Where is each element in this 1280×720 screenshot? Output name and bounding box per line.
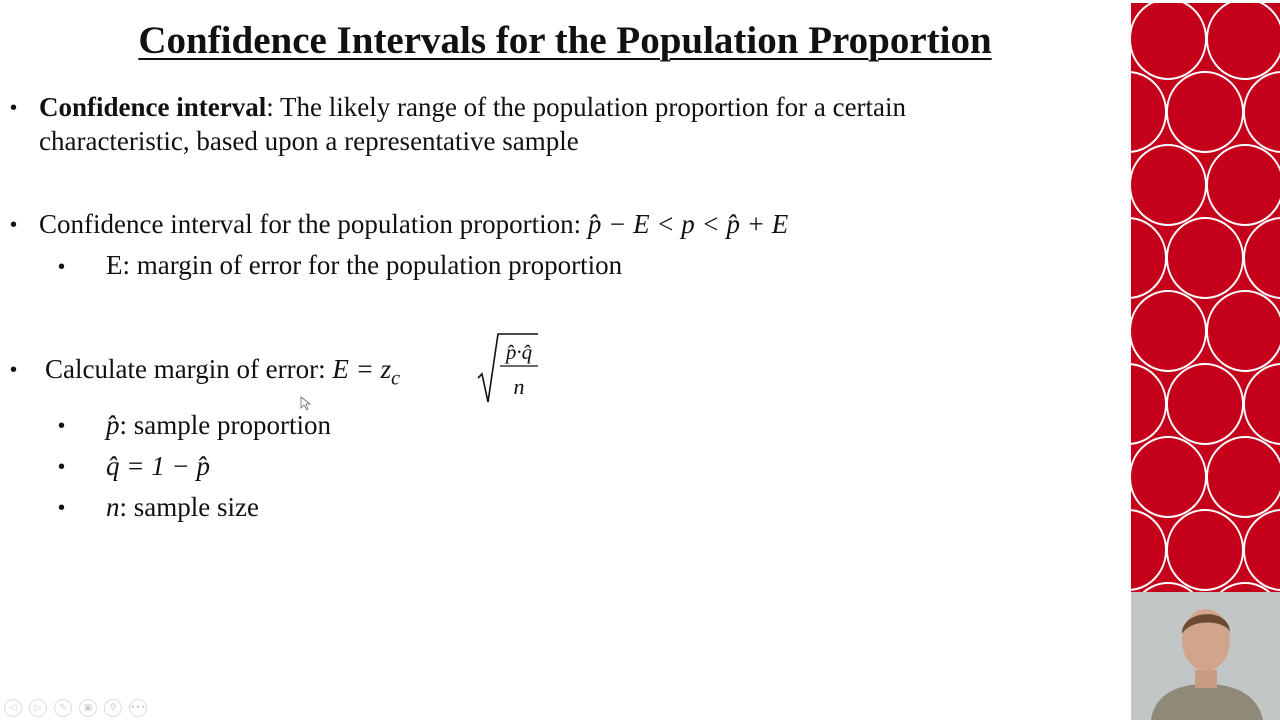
sub-bullet: • <box>58 415 66 437</box>
bullet-text <box>39 90 906 124</box>
next-icon[interactable]: ▷ <box>29 699 47 717</box>
sub-bullet: • <box>58 456 66 478</box>
label: Calculate margin of error: <box>45 354 333 384</box>
decorative-circle <box>1131 72 1166 152</box>
decorative-circle <box>1131 510 1166 590</box>
decorative-circle <box>1131 364 1166 444</box>
previous-icon[interactable]: ◁ <box>4 699 22 717</box>
bullet: • <box>10 359 18 381</box>
more-icon[interactable]: ••• <box>129 699 147 717</box>
decorative-circle <box>1131 3 1206 79</box>
description: : sample proportion <box>119 410 331 440</box>
pen-icon[interactable]: ✎ <box>54 699 72 717</box>
decorative-circle <box>1207 3 1280 79</box>
circle-pattern <box>1131 3 1280 592</box>
sub-bullet-text <box>106 449 210 483</box>
slide-title: Confidence Intervals for the Population Proportion <box>138 19 992 62</box>
formula-subscript: c <box>391 367 401 390</box>
decorative-circle-panel <box>1131 3 1280 592</box>
symbol: n <box>106 492 120 522</box>
decorative-circle <box>1244 218 1280 298</box>
sub-bullet-text: E: margin of error for the population proportion <box>106 250 623 280</box>
term: Confidence interval <box>39 92 267 122</box>
bullet: • <box>10 97 18 119</box>
presenter-video-icon <box>1131 592 1280 720</box>
decorative-circle <box>1244 510 1280 590</box>
decorative-circle <box>1131 218 1166 298</box>
label: Confidence interval for the population proportion: <box>39 209 588 239</box>
description: : sample size <box>119 492 259 522</box>
sub-bullet-text <box>106 408 331 442</box>
decorative-circle <box>1131 291 1206 371</box>
symbol: p̂ <box>106 410 120 440</box>
sub-bullet-text <box>106 490 259 524</box>
decorative-circle <box>1244 364 1280 444</box>
decorative-circle <box>1207 291 1280 371</box>
definition: : The likely range of the population proportion for a certain <box>266 92 907 122</box>
bullet-text-continued: characteristic, based upon a representative sample <box>39 126 579 156</box>
decorative-circle <box>1207 145 1280 225</box>
formula-lhs: E = z <box>332 354 392 384</box>
sub-bullet: • <box>58 497 66 519</box>
bullet-text <box>39 207 788 241</box>
decorative-circle <box>1131 437 1206 517</box>
fraction-numerator: p̂·q̂ <box>505 340 533 364</box>
slideshow-controls <box>4 699 147 717</box>
decorative-circle <box>1167 218 1243 298</box>
presenter-webcam <box>1131 592 1280 720</box>
interval-formula: p̂ − E < p < p̂ + E <box>587 209 789 239</box>
decorative-circle <box>1167 510 1243 590</box>
fraction-denominator: n <box>513 374 525 399</box>
decorative-circle <box>1167 364 1243 444</box>
bullet: • <box>10 214 18 236</box>
bullet-text <box>45 352 400 395</box>
sub-bullet: • <box>58 256 66 278</box>
decorative-circle <box>1207 437 1280 517</box>
decorative-circle <box>1131 145 1206 225</box>
decorative-circle <box>1244 72 1280 152</box>
symbol: q̂ = 1 − p̂ <box>106 451 210 481</box>
decorative-circle <box>1167 72 1243 152</box>
zoom-icon[interactable]: ⚲ <box>104 699 122 717</box>
mouse-cursor-icon <box>300 396 312 412</box>
slides-icon[interactable]: ▣ <box>79 699 97 717</box>
